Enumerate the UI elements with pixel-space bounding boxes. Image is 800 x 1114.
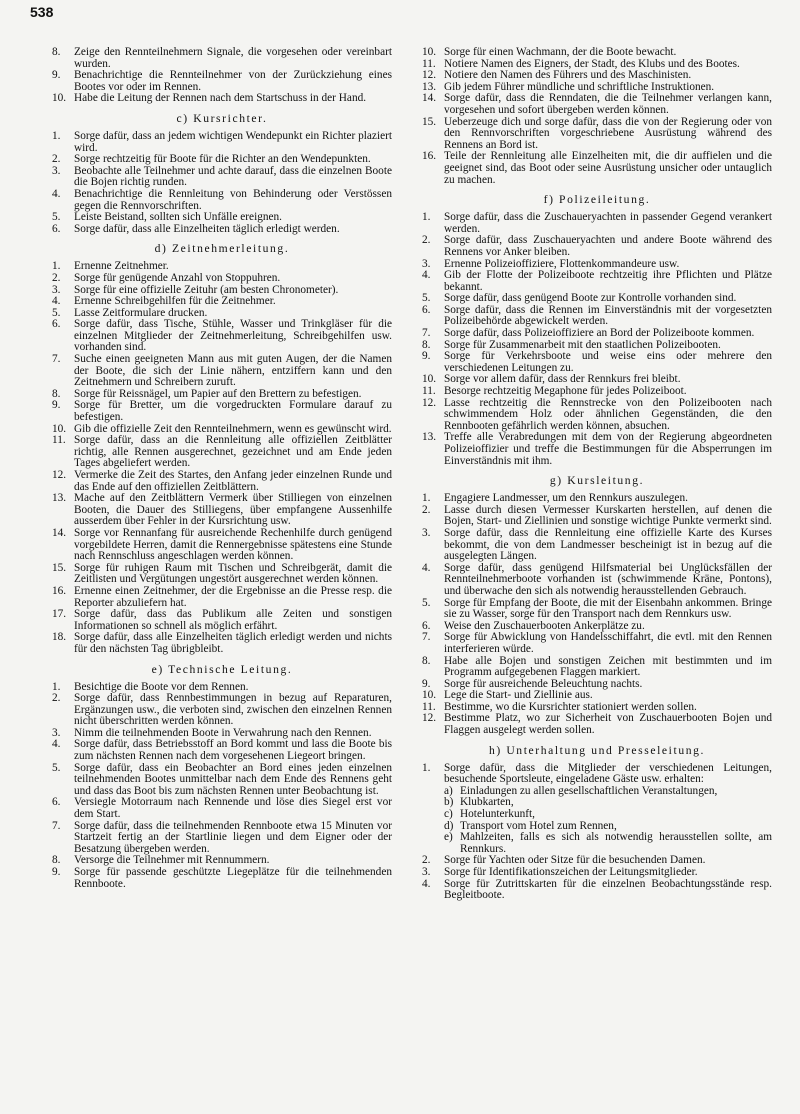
item-text: Sorge dafür, dass Tische, Stühle, Wasser und Trinkgläser für die einzelnen Mitglieder der Zeitnehmerleitung, Schreibgehilfen usw. vorhanden sind. (74, 318, 392, 354)
item-text: Lasse rechtzeitig die Rennstrecke von den Polizeibooten nach schwimmendem Holz oder ähnlichen Gegenständen, die den Rennbooten gefährlich werden können, absuchen. (444, 396, 772, 432)
list-item (422, 235, 772, 258)
item-number: d) (444, 819, 454, 832)
list-presseleitung-sub (422, 786, 772, 856)
item-number: 11. (52, 434, 66, 447)
list-item (52, 470, 392, 493)
item-text: Engagiere Landmesser, um den Rennkurs auszulegen. (444, 492, 688, 505)
item-text: Sorge dafür, dass die teilnehmenden Rennboote etwa 15 Minuten vor Startzeit fertig an der Startlinie liegen und dem Eigner oder der Besatzung übergeben werden. (74, 819, 392, 855)
item-number: 8. (52, 46, 61, 58)
item-number: 1. (52, 680, 61, 693)
item-text: Vermerke die Zeit des Startes, den Anfang jeder einzelnen Runde und das Ende auf den offiziellen Zeitblättern. (74, 469, 392, 493)
list-left-intro (52, 47, 392, 105)
item-number: 7. (52, 819, 61, 832)
item-text: Notiere Namen des Eigners, der Stadt, des Klubs und des Bootes. (444, 57, 740, 70)
item-number: 2. (422, 854, 431, 867)
list-item (52, 400, 392, 423)
item-text: Sorge für Verkehrsboote und weise eins oder mehrere den verschiedenen Leitungen zu. (444, 350, 772, 374)
item-text: Besorge rechtzeitig Megaphone für jedes Polizeiboot. (444, 385, 687, 398)
item-number: 5. (422, 292, 431, 305)
item-number: b) (444, 796, 454, 809)
list-technische-leitung (52, 682, 392, 891)
heading-kursleitung: g) Kursleitung. (549, 474, 645, 488)
list-item (52, 189, 392, 212)
item-number: 2. (422, 234, 431, 247)
list-item (422, 212, 772, 235)
item-number: 5. (422, 596, 431, 609)
item-number: 10. (422, 46, 437, 58)
item-text: Benachrichtige die Rennleitung von Behinderung oder Verstössen gegen die Rennvorschriften. (74, 187, 392, 212)
list-polizeileitung (422, 212, 772, 467)
item-text: Benachrichtige die Rennteilnehmer von der Zurückziehung eines Bootes vor oder im Rennen. (74, 69, 392, 93)
list-item (52, 563, 392, 586)
item-text: Hotelunterkunft, (460, 808, 535, 821)
list-zeitnehmerleitung (52, 261, 392, 655)
list-item (52, 47, 392, 70)
item-number: 15. (52, 561, 67, 574)
item-number: 8. (52, 854, 61, 867)
list-item (52, 166, 392, 189)
item-text: Sorge für Bretter, um die vorgedruckten Formulare darauf zu befestigen. (74, 399, 392, 424)
item-number: 10. (422, 689, 437, 702)
item-text: Lege die Start- und Ziellinie aus. (444, 689, 593, 702)
item-text: Sorge für eine offizielle Zeituhr (am besten Chronometer). (74, 283, 339, 296)
item-text: Habe die Leitung der Rennen nach dem Startschuss in der Hand. (74, 92, 367, 105)
item-number: 11. (422, 700, 436, 713)
item-number: 11. (422, 385, 436, 398)
heading-kursrichter: c) Kursrichter. (176, 111, 268, 125)
item-number: 9. (422, 677, 431, 690)
item-number: 4. (52, 738, 61, 751)
item-number: e) (444, 831, 453, 844)
item-text: Weise den Zuschauerbooten Ankerplätze zu. (444, 619, 645, 632)
list-item (52, 763, 392, 798)
item-text: Sorge dafür, dass das Publikum alle Zeiten und sonstigen Informationen so schnell als möglich erfährt. (74, 608, 392, 632)
list-item (52, 70, 392, 93)
item-text: Sorge dafür, dass Rennbestimmungen in bezug auf Reparaturen, Ergänzungen usw., die verboten sind, zwischen den einzelnen Rennen nicht überschritten werden können. (74, 692, 392, 728)
item-number: 12. (422, 712, 437, 725)
item-text: Sorge dafür, dass ein Beobachter an Bord eines jeden einzelnen teilnehmenden Bootes unmittelbar nach dem Ende des Rennens geht und dass das Boot bis zum nächsten Rennen unter Beobachtung ist. (74, 761, 392, 797)
item-text: Sorge für Identifikationszeichen der Leitungsmitglieder. (444, 866, 698, 878)
item-text: Sorge für Yachten oder Sitze für die besuchenden Damen. (444, 854, 706, 867)
item-text: Gib der Flotte der Polizeiboote rechtzeitig ihre Pflichten und Plätze bekannt. (444, 269, 772, 293)
item-text: Versorge die Teilnehmer mit Rennummern. (74, 854, 270, 867)
heading-zeitnehmerleitung: d) Zeitnehmerleitung. (154, 242, 290, 256)
item-number: 3. (422, 526, 431, 539)
item-text: Sorge dafür, dass die Renndaten, die die Teilnehmer verlangen kann, vorgesehen und sofort übergeben werden können. (444, 92, 772, 116)
item-number: 6. (52, 222, 61, 235)
item-number: 9. (422, 350, 431, 363)
list-item (52, 435, 392, 470)
item-text: Sorge dafür, dass genügend Hilfsmaterial bei Unglücksfällen der Rennteilnehmerboote vorhanden ist (schwimmende Kräne, Pontons), und überwache den sich als notwendig herausstellenden Gebrauch. (444, 561, 772, 597)
item-number: 7. (422, 327, 431, 340)
list-item (422, 398, 772, 433)
list-item (422, 351, 772, 374)
item-number: 10. (422, 373, 437, 386)
item-number: 12. (52, 469, 67, 481)
left-column (52, 47, 392, 890)
item-number: 1. (422, 761, 431, 774)
item-number: 4. (422, 877, 431, 890)
item-text: Sorge dafür, dass alle Einzelheiten täglich erledigt werden und nichts für den nächsten Tag übrigbleibt. (74, 631, 392, 655)
item-number: 8. (52, 387, 61, 400)
item-number: 18. (52, 631, 67, 644)
item-text: Einladungen zu allen gesellschaftlichen Veranstaltungen, (460, 784, 718, 797)
item-text: Sorge dafür, dass Polizeioffiziere an Bord der Polizeiboote kommen. (444, 327, 755, 340)
list-item (422, 713, 772, 736)
item-number: 13. (422, 431, 437, 444)
list-item (422, 432, 772, 467)
item-number: 7. (52, 353, 61, 366)
item-text: Sorge dafür, dass alle Einzelheiten täglich erledigt werden. (74, 222, 340, 235)
item-text: Suche einen geeigneten Mann aus mit guten Augen, der die Namen der Boote, die sich der Linie nähern, entziffern kann und den Zeitnehmern und Schreibern zuruft. (74, 353, 392, 389)
item-number: 3. (422, 257, 431, 270)
list-item (422, 656, 772, 679)
item-number: 16. (52, 584, 67, 597)
item-number: 13. (52, 492, 67, 505)
list-item (52, 821, 392, 856)
item-number: 2. (52, 271, 61, 284)
item-text: Sorge dafür, dass Betriebsstoff an Bord kommt und lass die Boote bis zum nächsten Rennen nach dem vorgesehenen Liegeort bringen. (74, 738, 392, 763)
item-text: Notiere den Namen des Führers und des Maschinisten. (444, 69, 692, 82)
item-text: Bestimme Platz, wo zur Sicherheit von Zuschauerbooten Bojen und Flaggen ausgelegt werden sollen. (444, 712, 772, 737)
item-number: 14. (52, 526, 67, 539)
item-text: Sorge für ausreichende Beleuchtung nachts. (444, 677, 643, 690)
heading-polizeileitung: f) Polizeileitung. (543, 193, 651, 207)
item-text: Gib die offizielle Zeit den Rennteilnehmern, wenn es gewünscht wird. (74, 422, 392, 435)
item-number: 6. (52, 796, 61, 809)
item-number: 4. (52, 187, 61, 200)
item-number: 1. (52, 129, 61, 142)
list-item (52, 493, 392, 528)
item-number: 10. (52, 422, 67, 435)
list-item (422, 632, 772, 655)
list-item (52, 131, 392, 154)
right-column (422, 47, 772, 902)
heading-technische-leitung: e) Technische Leitung. (151, 662, 293, 676)
list-item (52, 528, 392, 563)
item-number: 12. (422, 69, 437, 82)
item-text: Ueberzeuge dich und sorge dafür, dass die von der Regierung oder von den Rennvorschriften vorgeschriebene Ausrüstung während des Rennens an Bord ist. (444, 115, 772, 151)
item-text: Ernenne Schreibgehilfen für die Zeitnehmer. (74, 295, 276, 308)
item-number: 4. (422, 561, 431, 574)
item-text: Klubkarten, (460, 796, 514, 809)
item-text: Sorge dafür, dass die Rennen im Einverständnis mit der vorgesetzten Polizeibehörde abgewickelt werden. (444, 303, 772, 328)
item-text: Sorge dafür, dass die Rennleitung eine offizielle Karte des Kurses bekommt, die von dem Landmesser bescheinigt ist in bezug auf die ausgelegten Längen. (444, 526, 772, 563)
list-presseleitung-rest (422, 855, 772, 901)
item-number: 16. (422, 150, 437, 163)
item-text: Sorge dafür, dass Zuschaueryachten und andere Boote während des Rennens vor Anker bleiben. (444, 234, 772, 258)
item-text: Sorge vor Rennanfang für ausreichende Rechenhilfe durch genügend vorgebildete Herren, damit die Rennergebnisse spätestens eine Stunde nach Rennschluss angeschlagen werden können. (74, 526, 392, 563)
item-text: Sorge dafür, dass genügend Boote zur Kontrolle vorhanden sind. (444, 292, 737, 305)
list-kursrichter (52, 131, 392, 235)
item-number: 1. (52, 260, 61, 273)
list-item (52, 586, 392, 609)
list-presseleitung-1 (422, 763, 772, 786)
item-number: 10. (52, 92, 67, 105)
item-text: Treffe alle Verabredungen mit dem von der Regierung abgeordneten Polizeioffizier und treffe die Bestimmungen für die Absperrungen im Einverständnis mit ihm. (444, 431, 772, 467)
list-item (422, 763, 772, 786)
list-item (422, 528, 772, 563)
item-text: Sorge dafür, dass die Mitglieder der verschiedenen Leitungen, besuchende Sportsleute, eingeladene Gäste usw. erhalten: (444, 761, 772, 786)
list-item (52, 867, 392, 890)
list-item (52, 224, 392, 236)
item-text: Sorge für genügende Anzahl von Stoppuhren. (74, 271, 281, 284)
item-number: 13. (422, 80, 437, 93)
list-item (422, 305, 772, 328)
list-item (422, 598, 772, 621)
list-item (422, 270, 772, 293)
item-text: Versiegle Motorraum nach Rennende und löse dies Siegel erst vor dem Start. (74, 796, 392, 821)
item-text: Sorge für Zusammenarbeit mit den staatlichen Polizeibooten. (444, 338, 721, 351)
list-item (52, 739, 392, 762)
item-number: 2. (52, 692, 61, 705)
item-text: Teile der Rennleitung alle Einzelheiten mit, die dir auffielen und die geeignet sind, das Boot oder seine Ausrüstung unsicher oder untauglich zu machen. (444, 150, 772, 186)
item-text: Sorge für Reissnägel, um Papier auf den Brettern zu befestigen. (74, 387, 362, 400)
item-number: 9. (52, 866, 61, 878)
list-item (444, 832, 772, 855)
item-number: 4. (422, 269, 431, 282)
item-text: Bestimme, wo die Kursrichter stationiert werden sollen. (444, 700, 697, 713)
item-text: Ernenne Zeitnehmer. (74, 260, 169, 273)
item-number: 4. (52, 295, 61, 308)
list-item (52, 93, 392, 105)
list-item (52, 319, 392, 354)
item-number: 17. (52, 608, 67, 621)
item-number: 7. (422, 631, 431, 644)
item-number: 6. (52, 318, 61, 331)
list-item (422, 879, 772, 902)
item-text: Sorge für Zutrittskarten für die einzelnen Beobachtungsstände resp. Begleitboote. (444, 877, 772, 902)
list-item (422, 93, 772, 116)
item-text: Lasse durch diesen Vermesser Kurskarten herstellen, auf denen die Bojen, Start- und Ziellinien und sonstige wichtige Punkte vermerkt sind. (444, 503, 772, 528)
list-item (422, 117, 772, 152)
item-number: 8. (422, 654, 431, 667)
item-text: Nimm die teilnehmenden Boote in Verwahrung nach den Rennen. (74, 726, 372, 739)
item-number: 11. (422, 57, 436, 70)
item-number: c) (444, 808, 453, 821)
list-item (422, 151, 772, 186)
item-number: 3. (422, 866, 431, 878)
item-number: 3. (52, 164, 61, 177)
list-right-intro (422, 47, 772, 186)
item-text: Sorge dafür, dass die Zuschaueryachten in passender Gegend verankert werden. (444, 211, 772, 235)
heading-unterhaltung-presseleitung: h) Unterhaltung und Presseleitung. (488, 743, 706, 757)
item-text: Sorge für passende geschützte Liegeplätze für die teilnehmenden Rennboote. (74, 866, 392, 890)
list-kursleitung (422, 493, 772, 736)
item-number: 3. (52, 726, 61, 739)
item-number: 12. (422, 396, 437, 409)
item-text: Sorge rechtzeitig für Boote für die Richter an den Wendepunkten. (74, 153, 371, 166)
item-number: 14. (422, 92, 437, 105)
item-text: Sorge dafür, dass an jedem wichtigen Wendepunkt ein Richter plaziert wird. (74, 129, 392, 154)
item-number: 15. (422, 115, 437, 128)
item-text: Sorge für ruhigen Raum mit Tischen und Schreibgerät, damit die Zeitlisten und Vergütungen ungestört ausgerechnet werden können. (74, 561, 392, 586)
item-text: Habe alle Bojen und sonstigen Zeichen mit bestimmten und im Programm aufgegebenen Flaggen markiert. (444, 654, 772, 679)
item-text: Leiste Beistand, sollten sich Unfälle ereignen. (74, 211, 282, 224)
item-number: 9. (52, 399, 61, 412)
item-number: 6. (422, 303, 431, 316)
item-number: 5. (52, 211, 61, 224)
item-text: Sorge dafür, dass an die Rennleitung alle offiziellen Zeitblätter richtig, alle Rennen ausgerechnet, gezeichnet und am Ende jeden Tages abgeliefert werden. (74, 434, 392, 470)
item-text: Sorge für Empfang der Boote, die mit der Eisenbahn ankommen. Bringe sie zu Wasser, sorge für den Transport nach dem Rennkurs usw. (444, 596, 772, 621)
item-text: Mache auf den Zeitblättern Vermerk über Stilliegen von einzelnen Booten, die Dauer des Stilliegens, über empfangene Aussenhilfe ausserdem über Fehler in der Kursrichtung usw. (74, 492, 392, 528)
item-text: Sorge vor allem dafür, dass der Rennkurs frei bleibt. (444, 373, 681, 386)
item-number: 9. (52, 69, 61, 82)
list-item (52, 632, 392, 655)
item-text: Ernenne Polizeioffiziere, Flottenkommandeure usw. (444, 257, 680, 270)
item-number: 2. (422, 503, 431, 516)
page-number: 538 (30, 4, 54, 20)
item-text: Sorge für einen Wachmann, der die Boote bewacht. (444, 46, 677, 58)
item-number: a) (444, 784, 453, 797)
list-item (422, 563, 772, 598)
item-text: Sorge für Abwicklung von Handelsschiffahrt, die evtl. mit den Rennen interferieren würde. (444, 631, 772, 655)
item-text: Ernenne einen Zeitnehmer, der die Ergebnisse an die Presse resp. die Reporter abzuliefern hat. (74, 584, 392, 609)
item-text: Transport vom Hotel zum Rennen, (460, 819, 617, 832)
item-number: 1. (422, 492, 431, 505)
item-text: Lasse Zeitformulare drucken. (74, 306, 208, 319)
item-number: 5. (52, 306, 61, 319)
item-number: 1. (422, 211, 431, 224)
item-text: Mahlzeiten, falls es sich als notwendig herausstellen sollte, am Rennkurs. (460, 831, 772, 855)
item-number: 5. (52, 761, 61, 774)
item-text: Besichtige die Boote vor dem Rennen. (74, 680, 249, 693)
list-item (52, 609, 392, 632)
list-item (422, 505, 772, 528)
list-item (52, 354, 392, 389)
item-number: 6. (422, 619, 431, 632)
list-item (52, 693, 392, 728)
item-text: Zeige den Rennteilnehmern Signale, die vorgesehen oder vereinbart wurden. (74, 46, 392, 70)
list-item (52, 797, 392, 820)
item-text: Beobachte alle Teilnehmer und achte darauf, dass die einzelnen Boote die Bojen richtig runden. (74, 164, 392, 189)
item-number: 3. (52, 283, 61, 296)
item-text: Gib jedem Führer mündliche und schriftliche Instruktionen. (444, 80, 715, 93)
item-number: 8. (422, 338, 431, 351)
item-number: 2. (52, 153, 61, 166)
